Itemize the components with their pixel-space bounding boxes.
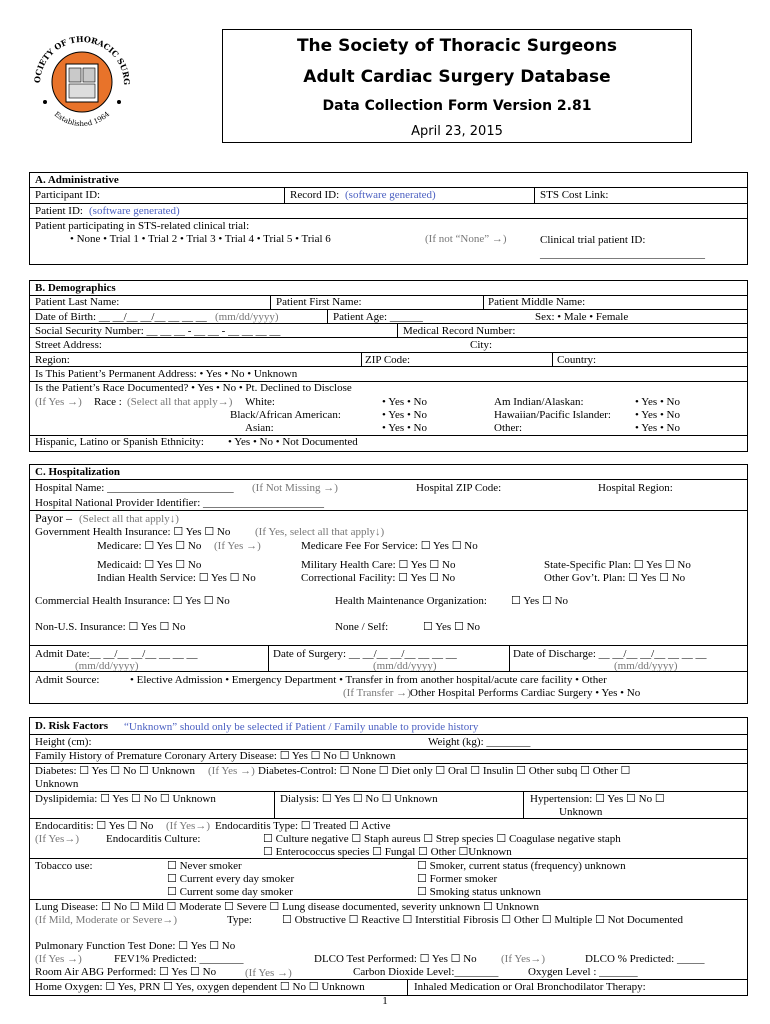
- race-asian-label: Asian:: [245, 422, 274, 434]
- payor-select-all: (Select all that apply↓): [79, 513, 179, 525]
- surgery-date-field[interactable]: Date of Surgery: __ __/__ __/__ __ __ __: [273, 648, 457, 660]
- transfer-if-note: (If Transfer →): [343, 687, 411, 699]
- sts-cost-link-field[interactable]: STS Cost Link:: [540, 189, 609, 201]
- hypertension-options[interactable]: Hypertension: ☐ Yes ☐ No ☐: [530, 793, 665, 805]
- weight-field[interactable]: Weight (kg): ________: [428, 736, 531, 748]
- race-other-label: Other:: [494, 422, 523, 434]
- patient-id-label: Patient ID:: [35, 205, 83, 217]
- medicare-ffs-options[interactable]: Medicare Fee For Service: ☐ Yes ☐ No: [301, 540, 478, 552]
- diabetes-control-options[interactable]: Diabetes-Control: ☐ None ☐ Diet only ☐ Oral ☐ Insulin ☐ Other subq ☐ Other ☐: [258, 765, 631, 777]
- self-label: None / Self:: [335, 621, 389, 633]
- hmo-options[interactable]: ☐ Yes ☐ No: [511, 595, 569, 607]
- race-documented-options[interactable]: Is the Patient’s Race Documented? • Yes • No • Pt. Declined to Disclose: [35, 382, 352, 394]
- self-options[interactable]: ☐ Yes ☐ No: [423, 621, 481, 633]
- tobacco-some-day[interactable]: ☐ Current some day smoker: [167, 886, 293, 898]
- clinical-trial-id-field[interactable]: ______________________________: [540, 248, 705, 260]
- military-options[interactable]: Military Health Care: ☐ Yes ☐ No: [301, 559, 456, 571]
- participant-id-label: Participant ID:: [35, 189, 101, 201]
- race-if-yes: (If Yes →): [35, 396, 82, 408]
- dlco-predicted-field[interactable]: DLCO % Predicted: _____: [585, 953, 705, 965]
- street-field[interactable]: Street Address:: [35, 339, 102, 351]
- record-id-label: Record ID:: [290, 189, 340, 201]
- hispanic-label: Hispanic, Latino or Spanish Ethnicity:: [35, 436, 204, 448]
- page-number: 1: [382, 995, 388, 1007]
- sex-options[interactable]: Sex: • Male • Female: [535, 311, 629, 323]
- diabetes-options[interactable]: Diabetes: ☐ Yes ☐ No ☐ Unknown: [35, 765, 196, 777]
- city-field[interactable]: City:: [470, 339, 493, 351]
- endocarditis-culture-if-yes: (If Yes→): [35, 833, 79, 845]
- admit-source-label: Admit Source:: [35, 674, 100, 686]
- discharge-date-format: (mm/dd/yyyy): [614, 660, 678, 672]
- race-hawaiian-label: Hawaiian/Pacific Islander:: [494, 409, 611, 421]
- middle-name-field[interactable]: Patient Middle Name:: [488, 296, 586, 308]
- npi-field[interactable]: Hospital National Provider Identifier: ______________________: [35, 497, 325, 509]
- dyslipidemia-options[interactable]: Dyslipidemia: ☐ Yes ☐ No ☐ Unknown: [35, 793, 216, 805]
- dlco-if-yes: (If Yes→): [501, 953, 545, 965]
- hospital-if-not-missing: (If Not Missing →): [252, 482, 338, 494]
- fev1-field[interactable]: FEV1% Predicted: ________: [114, 953, 244, 965]
- record-id-note: (software generated): [345, 189, 436, 201]
- pft-options[interactable]: Pulmonary Function Test Done: ☐ Yes ☐ No: [35, 940, 236, 952]
- endocarditis-if-yes: (If Yes→): [166, 820, 210, 832]
- section-risk-factors: [29, 717, 748, 996]
- correctional-options[interactable]: Correctional Facility: ☐ Yes ☐ No: [301, 572, 456, 584]
- race-white-label: White:: [245, 396, 275, 408]
- form-header: [222, 29, 692, 143]
- admit-date-format: (mm/dd/yyyy): [75, 660, 139, 672]
- non-us-options[interactable]: Non-U.S. Insurance: ☐ Yes ☐ No: [35, 621, 186, 633]
- lung-if-note: (If Mild, Moderate or Severe→): [35, 914, 178, 926]
- race-black-label: Black/African American:: [230, 409, 341, 421]
- race-select-all: (Select all that apply→): [127, 396, 233, 408]
- first-name-field[interactable]: Patient First Name:: [276, 296, 362, 308]
- patient-id-note: (software generated): [89, 205, 180, 217]
- age-field[interactable]: Patient Age: ______: [333, 311, 423, 323]
- tobacco-every-day[interactable]: ☐ Current every day smoker: [167, 873, 295, 885]
- discharge-date-field[interactable]: Date of Discharge: __ __/__ __/__ __ __ __: [513, 648, 707, 660]
- trial-if-note: (If not “None” →): [425, 233, 507, 245]
- gov-insurance-options[interactable]: Government Health Insurance: ☐ Yes ☐ No: [35, 526, 231, 538]
- medicare-if-yes: (If Yes →): [214, 540, 261, 552]
- section-administrative: [29, 172, 748, 265]
- hospital-region-field[interactable]: Hospital Region:: [598, 482, 673, 494]
- payor-label: Payor –: [35, 511, 72, 525]
- section-b-title: B. Demographics: [35, 282, 116, 294]
- hmo-label: Health Maintenance Organization:: [335, 595, 487, 607]
- clinical-trial-id-label: Clinical trial patient ID:: [540, 234, 646, 246]
- section-hospitalization: [29, 464, 748, 704]
- section-d-title: D. Risk Factors: [35, 720, 109, 732]
- gov-select-note: (If Yes, select all that apply↓): [255, 526, 385, 538]
- hispanic-options[interactable]: • Yes • No • Not Documented: [228, 436, 358, 448]
- co2-field[interactable]: Carbon Dioxide Level:________: [353, 966, 499, 978]
- hospital-zip-field[interactable]: Hospital ZIP Code:: [416, 482, 502, 494]
- trial-label: Patient participating in STS-related clinical trial:: [35, 220, 250, 232]
- race-white-options[interactable]: • Yes • No: [382, 396, 427, 408]
- o2-field[interactable]: Oxygen Level : _______: [528, 966, 638, 978]
- culture-options-row1[interactable]: ☐ Culture negative ☐ Staph aureus ☐ Strep species ☐ Coagulase negative staph: [263, 833, 621, 845]
- zip-field[interactable]: ZIP Code:: [365, 354, 411, 366]
- medicaid-options[interactable]: Medicaid: ☐ Yes ☐ No: [97, 559, 202, 571]
- dialysis-options[interactable]: Dialysis: ☐ Yes ☐ No ☐ Unknown: [280, 793, 438, 805]
- other-gov-options[interactable]: Other Gov’t. Plan: ☐ Yes ☐ No: [544, 572, 686, 584]
- ssn-field[interactable]: Social Security Number: __ __ __ - __ __ - __ __ __ __: [35, 325, 281, 337]
- inhaled-medication-field[interactable]: Inhaled Medication or Oral Bronchodilator Therapy:: [414, 981, 646, 993]
- other-hospital-options[interactable]: Other Hospital Performs Cardiac Surgery • Yes • No: [410, 687, 641, 699]
- form-subtitle: Adult Cardiac Surgery Database: [303, 67, 611, 87]
- commercial-options[interactable]: Commercial Health Insurance: ☐ Yes ☐ No: [35, 595, 230, 607]
- section-a-title: A. Administrative: [35, 174, 119, 186]
- tobacco-status-unknown[interactable]: ☐ Smoking status unknown: [417, 886, 541, 898]
- hospital-name-field[interactable]: Hospital Name: _______________________: [35, 482, 234, 494]
- family-history-options[interactable]: Family History of Premature Coronary Artery Disease: ☐ Yes ☐ No ☐ Unknown: [35, 750, 396, 762]
- race-asian-options[interactable]: • Yes • No: [382, 422, 427, 434]
- last-name-field[interactable]: Patient Last Name:: [35, 296, 120, 308]
- country-field[interactable]: Country:: [557, 354, 597, 366]
- race-label: Race :: [94, 396, 122, 408]
- hypertension-unknown[interactable]: Unknown: [559, 806, 603, 818]
- section-c-title: C. Hospitalization: [35, 466, 120, 478]
- sts-logo: [26, 24, 138, 136]
- unknown-note: “Unknown” should only be selected if Patient / Family unable to provide history: [124, 721, 479, 733]
- form-title: The Society of Thoracic Surgeons: [296, 36, 618, 56]
- endocarditis-culture-label: Endocarditis Culture:: [106, 833, 201, 845]
- home-oxygen-options[interactable]: Home Oxygen: ☐ Yes, PRN ☐ Yes, oxygen dependent ☐ No ☐ Unknown: [35, 981, 365, 993]
- tobacco-label: Tobacco use:: [35, 860, 93, 872]
- admit-source-options[interactable]: • Elective Admission • Emergency Department • Transfer in from another hospital/acute care facility • Other: [130, 674, 607, 686]
- tobacco-former[interactable]: ☐ Former smoker: [417, 873, 498, 885]
- height-field[interactable]: Height (cm):: [35, 736, 92, 748]
- lung-disease-options[interactable]: Lung Disease: ☐ No ☐ Mild ☐ Moderate ☐ Severe ☐ Lung disease documented, severity unknown ☐ Unknown: [35, 901, 539, 913]
- race-other-options[interactable]: • Yes • No: [635, 422, 680, 434]
- endocarditis-options[interactable]: Endocarditis: ☐ Yes ☐ No: [35, 820, 154, 832]
- admit-date-field[interactable]: Admit Date:__ __/__ __/__ __ __ __: [35, 648, 198, 660]
- state-plan-options[interactable]: State-Specific Plan: ☐ Yes ☐ No: [544, 559, 691, 571]
- diabetes-if-yes: (If Yes →): [208, 765, 255, 777]
- dob-format: (mm/dd/yyyy): [215, 311, 279, 323]
- race-amindian-options[interactable]: • Yes • No: [635, 396, 680, 408]
- endocarditis-type-options[interactable]: Endocarditis Type: ☐ Treated ☐ Active: [215, 820, 391, 832]
- trial-options[interactable]: • None • Trial 1 • Trial 2 • Trial 3 • Trial 4 • Trial 5 • Trial 6: [70, 233, 331, 245]
- diabetes-unknown[interactable]: Unknown: [35, 778, 79, 790]
- race-hawaiian-options[interactable]: • Yes • No: [635, 409, 680, 421]
- permanent-address-options[interactable]: Is This Patient’s Permanent Address: • Yes • No • Unknown: [35, 368, 298, 380]
- medicare-options[interactable]: Medicare: ☐ Yes ☐ No: [97, 540, 202, 552]
- form-date: April 23, 2015: [411, 124, 503, 139]
- logo-bottom-text: Established 1964: [52, 110, 112, 129]
- logo-top-text: OCIETY OF THORACIC SURG: [31, 33, 133, 86]
- tobacco-freq-unknown[interactable]: ☐ Smoker, current status (frequency) unknown: [417, 860, 626, 872]
- pft-if-yes: (If Yes →): [35, 953, 82, 965]
- dlco-options[interactable]: DLCO Test Performed: ☐ Yes ☐ No: [314, 953, 477, 965]
- race-black-options[interactable]: • Yes • No: [382, 409, 427, 421]
- form-version: Data Collection Form Version 2.81: [322, 98, 592, 114]
- abg-options[interactable]: Room Air ABG Performed: ☐ Yes ☐ No: [35, 966, 217, 978]
- culture-options-row2[interactable]: ☐ Enterococcus species ☐ Fungal ☐ Other ☐Unknown: [263, 846, 512, 858]
- lung-type-options[interactable]: ☐ Obstructive ☐ Reactive ☐ Interstitial Fibrosis ☐ Other ☐ Multiple ☐ Not Documented: [282, 914, 684, 926]
- mrn-field[interactable]: Medical Record Number:: [403, 325, 516, 337]
- tobacco-never[interactable]: ☐ Never smoker: [167, 860, 242, 872]
- section-demographics: [29, 280, 748, 452]
- surgery-date-format: (mm/dd/yyyy): [373, 660, 437, 672]
- abg-if-yes: (If Yes →): [245, 967, 292, 979]
- ihs-options[interactable]: Indian Health Service: ☐ Yes ☐ No: [97, 572, 256, 584]
- region-field[interactable]: Region:: [35, 354, 70, 366]
- race-amindian-label: Am Indian/Alaskan:: [494, 396, 584, 408]
- dob-field[interactable]: Date of Birth: __ __/__ __/__ __ __ __: [35, 311, 207, 323]
- lung-type-label: Type:: [227, 914, 252, 926]
